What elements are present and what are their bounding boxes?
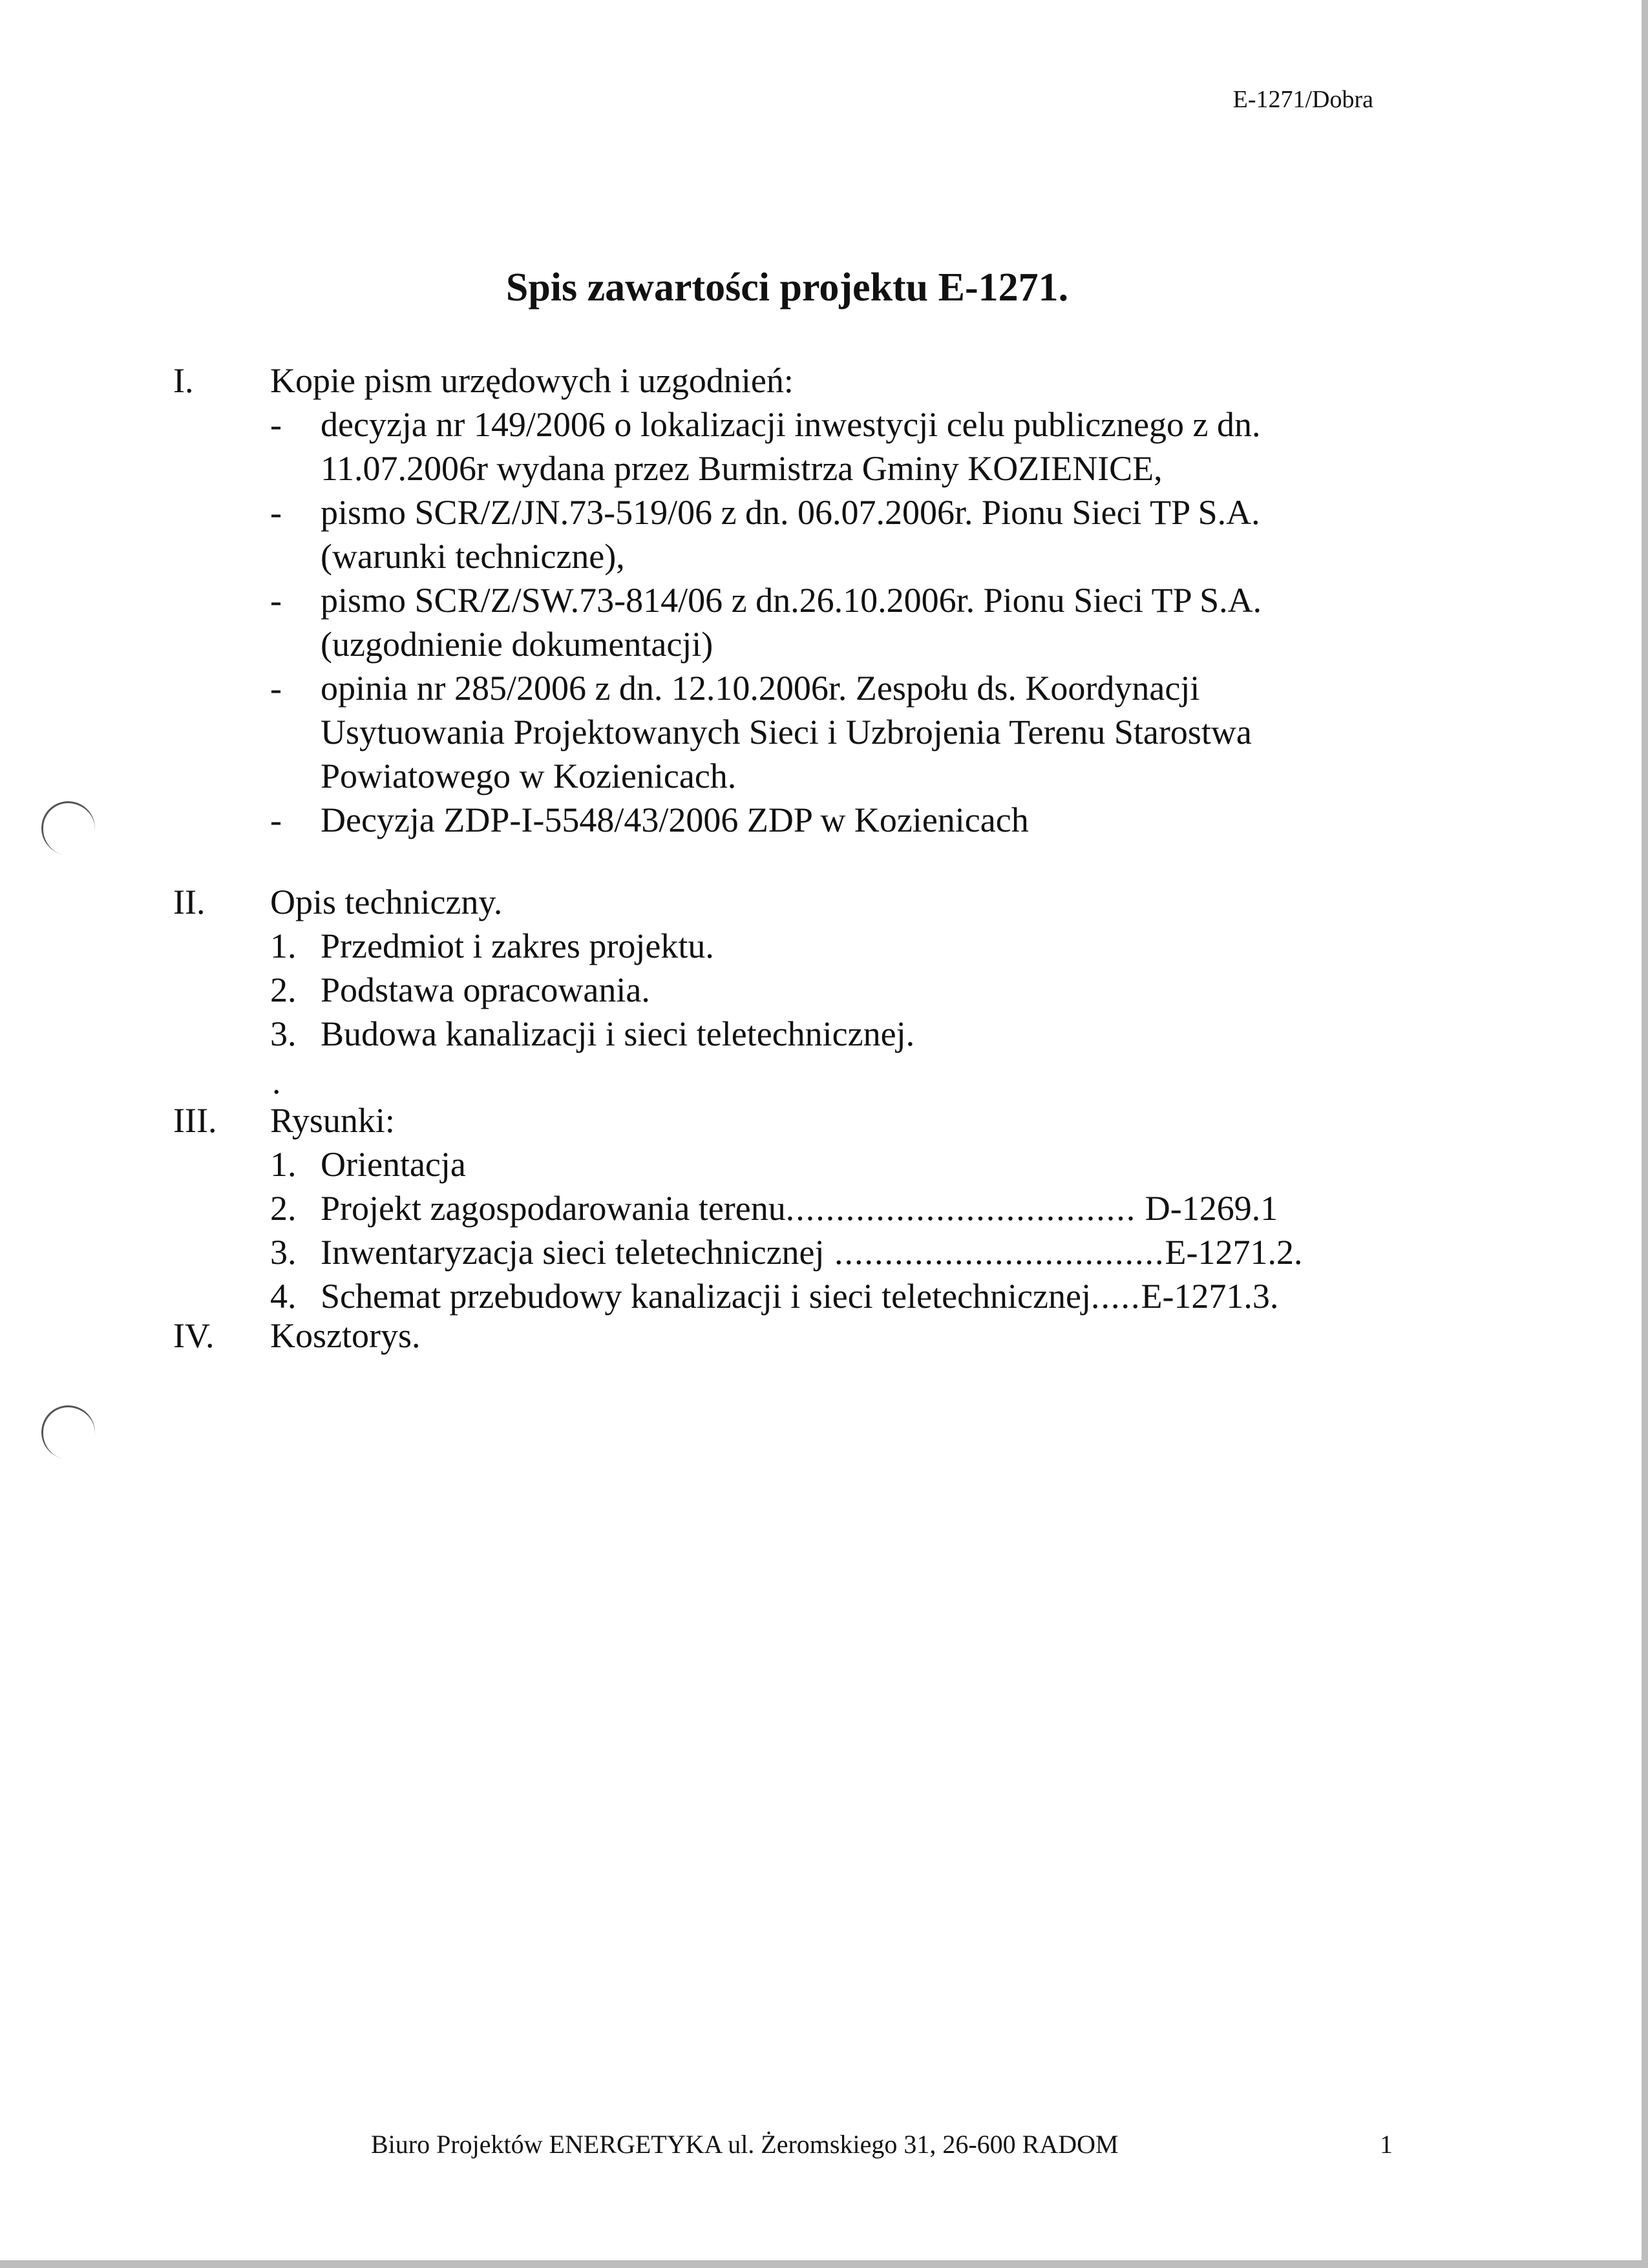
section-number: IV. <box>173 1316 215 1355</box>
section-heading: Kosztorys. <box>270 1316 421 1355</box>
toc-entry <box>270 1142 1408 1186</box>
footer-company-address: Biuro Projektów ENERGETYKA ul. Żeromskiego 31, 26-600 RADOM <box>371 2130 1119 2159</box>
item-text: Budowa kanalizacji i sieci teletechnicznej. <box>321 1014 915 1053</box>
list-item <box>270 924 1408 968</box>
document-reference: E-1271/Dobra <box>1232 86 1373 113</box>
section-heading: Rysunki: <box>270 1101 395 1140</box>
section-body <box>270 359 1408 842</box>
item-line: Usytuowania Projektowanych Sieci i Uzbrojenia Terenu Starostwa <box>321 713 1252 751</box>
list-marker: 1. <box>270 927 297 965</box>
leader-dots: ..... <box>1090 1277 1141 1316</box>
list-marker: - <box>270 405 282 444</box>
item-text: Podstawa opracowania. <box>321 971 650 1009</box>
section-heading: Opis techniczny. <box>270 883 503 921</box>
list-marker: - <box>270 669 282 708</box>
list-marker: 3. <box>270 1014 297 1053</box>
item-line: (uzgodnienie dokumentacji) <box>321 625 713 664</box>
list-item <box>270 403 1408 490</box>
list-marker: 3. <box>270 1233 297 1272</box>
drawing-ref: E-1271.3. <box>1141 1277 1279 1316</box>
item-line: opinia nr 285/2006 z dn. 12.10.2006r. Zespołu ds. Koordynacji <box>321 669 1200 708</box>
item-line: (warunki techniczne), <box>321 537 625 576</box>
section-number: III. <box>173 1101 217 1140</box>
drawing-ref: D-1269.1 <box>1136 1189 1278 1228</box>
item-line: Decyzja ZDP-I-5548/43/2006 ZDP w Kozienicach <box>321 801 1029 839</box>
list-marker: 1. <box>270 1145 297 1184</box>
list-marker: 2. <box>270 1189 297 1228</box>
entry-title: Orientacja <box>321 1145 466 1184</box>
entry-title: Projekt zagospodarowania terenu <box>321 1189 786 1228</box>
punch-hole-mark <box>37 797 99 859</box>
list-item <box>270 490 1408 578</box>
item-text: Przedmiot i zakres projektu. <box>321 927 714 965</box>
toc-entry <box>270 1230 1408 1274</box>
list-item <box>270 666 1408 798</box>
leader-dots: ................................... <box>785 1189 1137 1228</box>
page-title: Spis zawartości projektu E-1271. <box>505 266 1069 310</box>
drawing-ref: E-1271.2. <box>1165 1233 1303 1272</box>
list-marker: - <box>270 493 282 532</box>
section-body <box>270 1098 1408 1318</box>
list-marker: - <box>270 801 282 839</box>
item-line: decyzja nr 149/2006 o lokalizacji inwestycji celu publicznego z dn. <box>321 405 1261 444</box>
list-item <box>270 1012 1408 1056</box>
toc-entry <box>270 1186 1408 1230</box>
list-marker: - <box>270 581 282 620</box>
section-body <box>270 1314 1408 1358</box>
section-number: I. <box>173 361 194 400</box>
item-line: pismo SCR/Z/JN.73-519/06 z dn. 06.07.2006r. Pionu Sieci TP S.A. <box>321 493 1260 532</box>
list-marker: 2. <box>270 971 297 1009</box>
item-line: 11.07.2006r wydana przez Burmistrza Gminy KOZIENICE, <box>321 449 1163 488</box>
item-line: Powiatowego w Kozienicach. <box>321 757 737 795</box>
entry-title: Schemat przebudowy kanalizacji i sieci teletechnicznej <box>321 1277 1091 1316</box>
list-item <box>270 578 1408 666</box>
entry-title: Inwentaryzacja sieci teletechnicznej <box>321 1233 825 1272</box>
list-item <box>270 968 1408 1012</box>
section-number: II. <box>173 883 206 921</box>
punch-hole-mark <box>37 1401 99 1463</box>
page-number: 1 <box>1380 2130 1393 2159</box>
item-line: pismo SCR/Z/SW.73-814/06 z dn.26.10.2006r. Pionu Sieci TP S.A. <box>321 581 1262 620</box>
leader-dots: ................................. <box>824 1233 1165 1272</box>
toc-entry <box>270 1274 1408 1318</box>
scan-edge-right <box>1642 0 1648 2268</box>
stray-mark: . <box>272 1062 281 1101</box>
list-marker: 4. <box>270 1277 297 1316</box>
section-body <box>270 880 1408 1056</box>
section-heading: Kopie pism urzędowych i uzgodnień: <box>270 361 794 400</box>
list-item <box>270 798 1408 842</box>
scan-edge-bottom <box>0 2260 1648 2268</box>
